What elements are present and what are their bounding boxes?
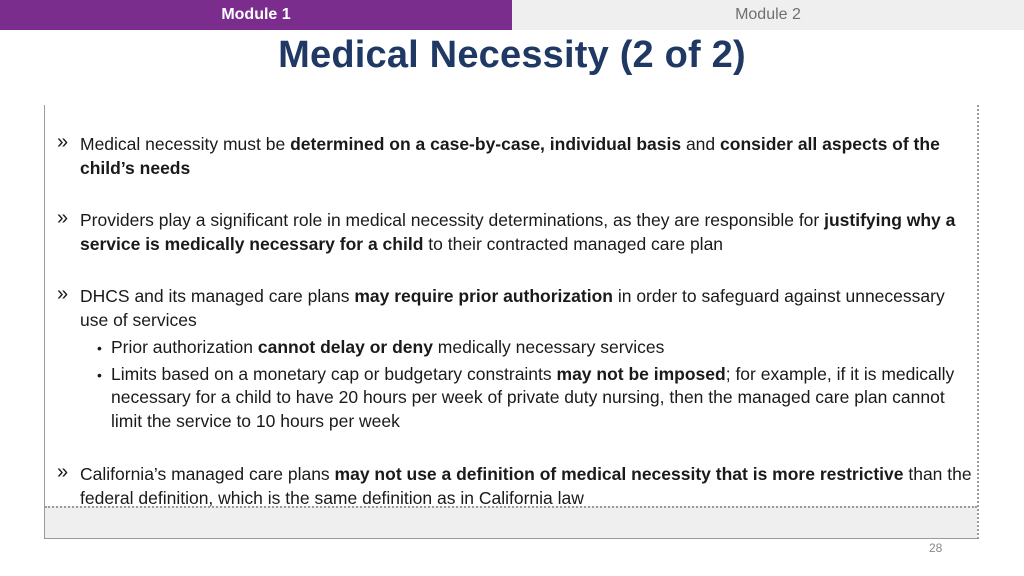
slide-title: Medical Necessity (2 of 2) bbox=[278, 34, 746, 76]
bullet-text: California’s managed care plans bbox=[80, 464, 335, 484]
dot-bullet-icon: • bbox=[97, 340, 102, 356]
bullet-case-by-case bbox=[57, 133, 977, 180]
bullet-prior-authorization bbox=[57, 285, 977, 332]
chevron-bullet-icon: » bbox=[57, 207, 69, 229]
bullet-definition-restriction bbox=[57, 463, 977, 510]
bullet-emphasis: cannot delay or deny bbox=[257, 337, 433, 357]
sub-bullet-no-limits bbox=[57, 363, 977, 434]
bullet-emphasis: justifying why a service is medically necessary for a child bbox=[80, 210, 956, 254]
bullet-list bbox=[57, 133, 977, 510]
bullet-providers-role bbox=[57, 209, 977, 256]
sub-bullet-no-delay bbox=[57, 336, 977, 360]
module-tab-bar bbox=[0, 0, 1024, 30]
panel-footer-strip bbox=[45, 506, 977, 538]
bullet-text: than the federal definition, which is the same definition as in California law bbox=[80, 464, 972, 508]
bullet-text: medically necessary services bbox=[432, 337, 665, 357]
bullet-text: to their contracted managed care plan bbox=[423, 233, 724, 254]
bullet-emphasis: consider all aspects of the child’s needs bbox=[80, 134, 940, 178]
chevron-bullet-icon: » bbox=[57, 131, 69, 153]
bullet-emphasis: may not be imposed bbox=[556, 363, 726, 384]
page-number: 28 bbox=[929, 541, 943, 555]
bullet-emphasis: may not use a definition of medical necessity that is more restrictive bbox=[334, 464, 904, 484]
tab-module-2[interactable]: Module 2 bbox=[512, 0, 1024, 30]
bullet-text: and bbox=[681, 134, 721, 154]
bullet-text: Prior authorization bbox=[111, 337, 258, 357]
chevron-bullet-icon: » bbox=[57, 283, 69, 305]
tab-module-1[interactable]: Module 1 bbox=[0, 0, 512, 30]
bullet-text: Providers play a significant role in medical necessity determinations, as they are responsible for bbox=[80, 210, 825, 230]
sub-bullet-list bbox=[57, 336, 977, 433]
chevron-bullet-icon: » bbox=[57, 461, 69, 483]
bullet-emphasis: may require prior authorization bbox=[354, 286, 613, 306]
bullet-text: Medical necessity must be bbox=[80, 134, 291, 154]
bullet-emphasis: determined on a case-by-case, individual basis bbox=[290, 134, 682, 154]
bullet-text: DHCS and its managed care plans bbox=[80, 286, 355, 306]
bullet-text: in order to safeguard against unnecessary use of services bbox=[80, 286, 945, 330]
dot-bullet-icon: • bbox=[97, 366, 102, 383]
bullet-text: Limits based on a monetary cap or budgetary constraints bbox=[111, 363, 557, 384]
bullet-text: ; for example, if it is medically necessary for a child to have 20 hours per week of private duty nursing, then the managed care plan cannot limit the service to 10 hours per week bbox=[111, 363, 955, 431]
